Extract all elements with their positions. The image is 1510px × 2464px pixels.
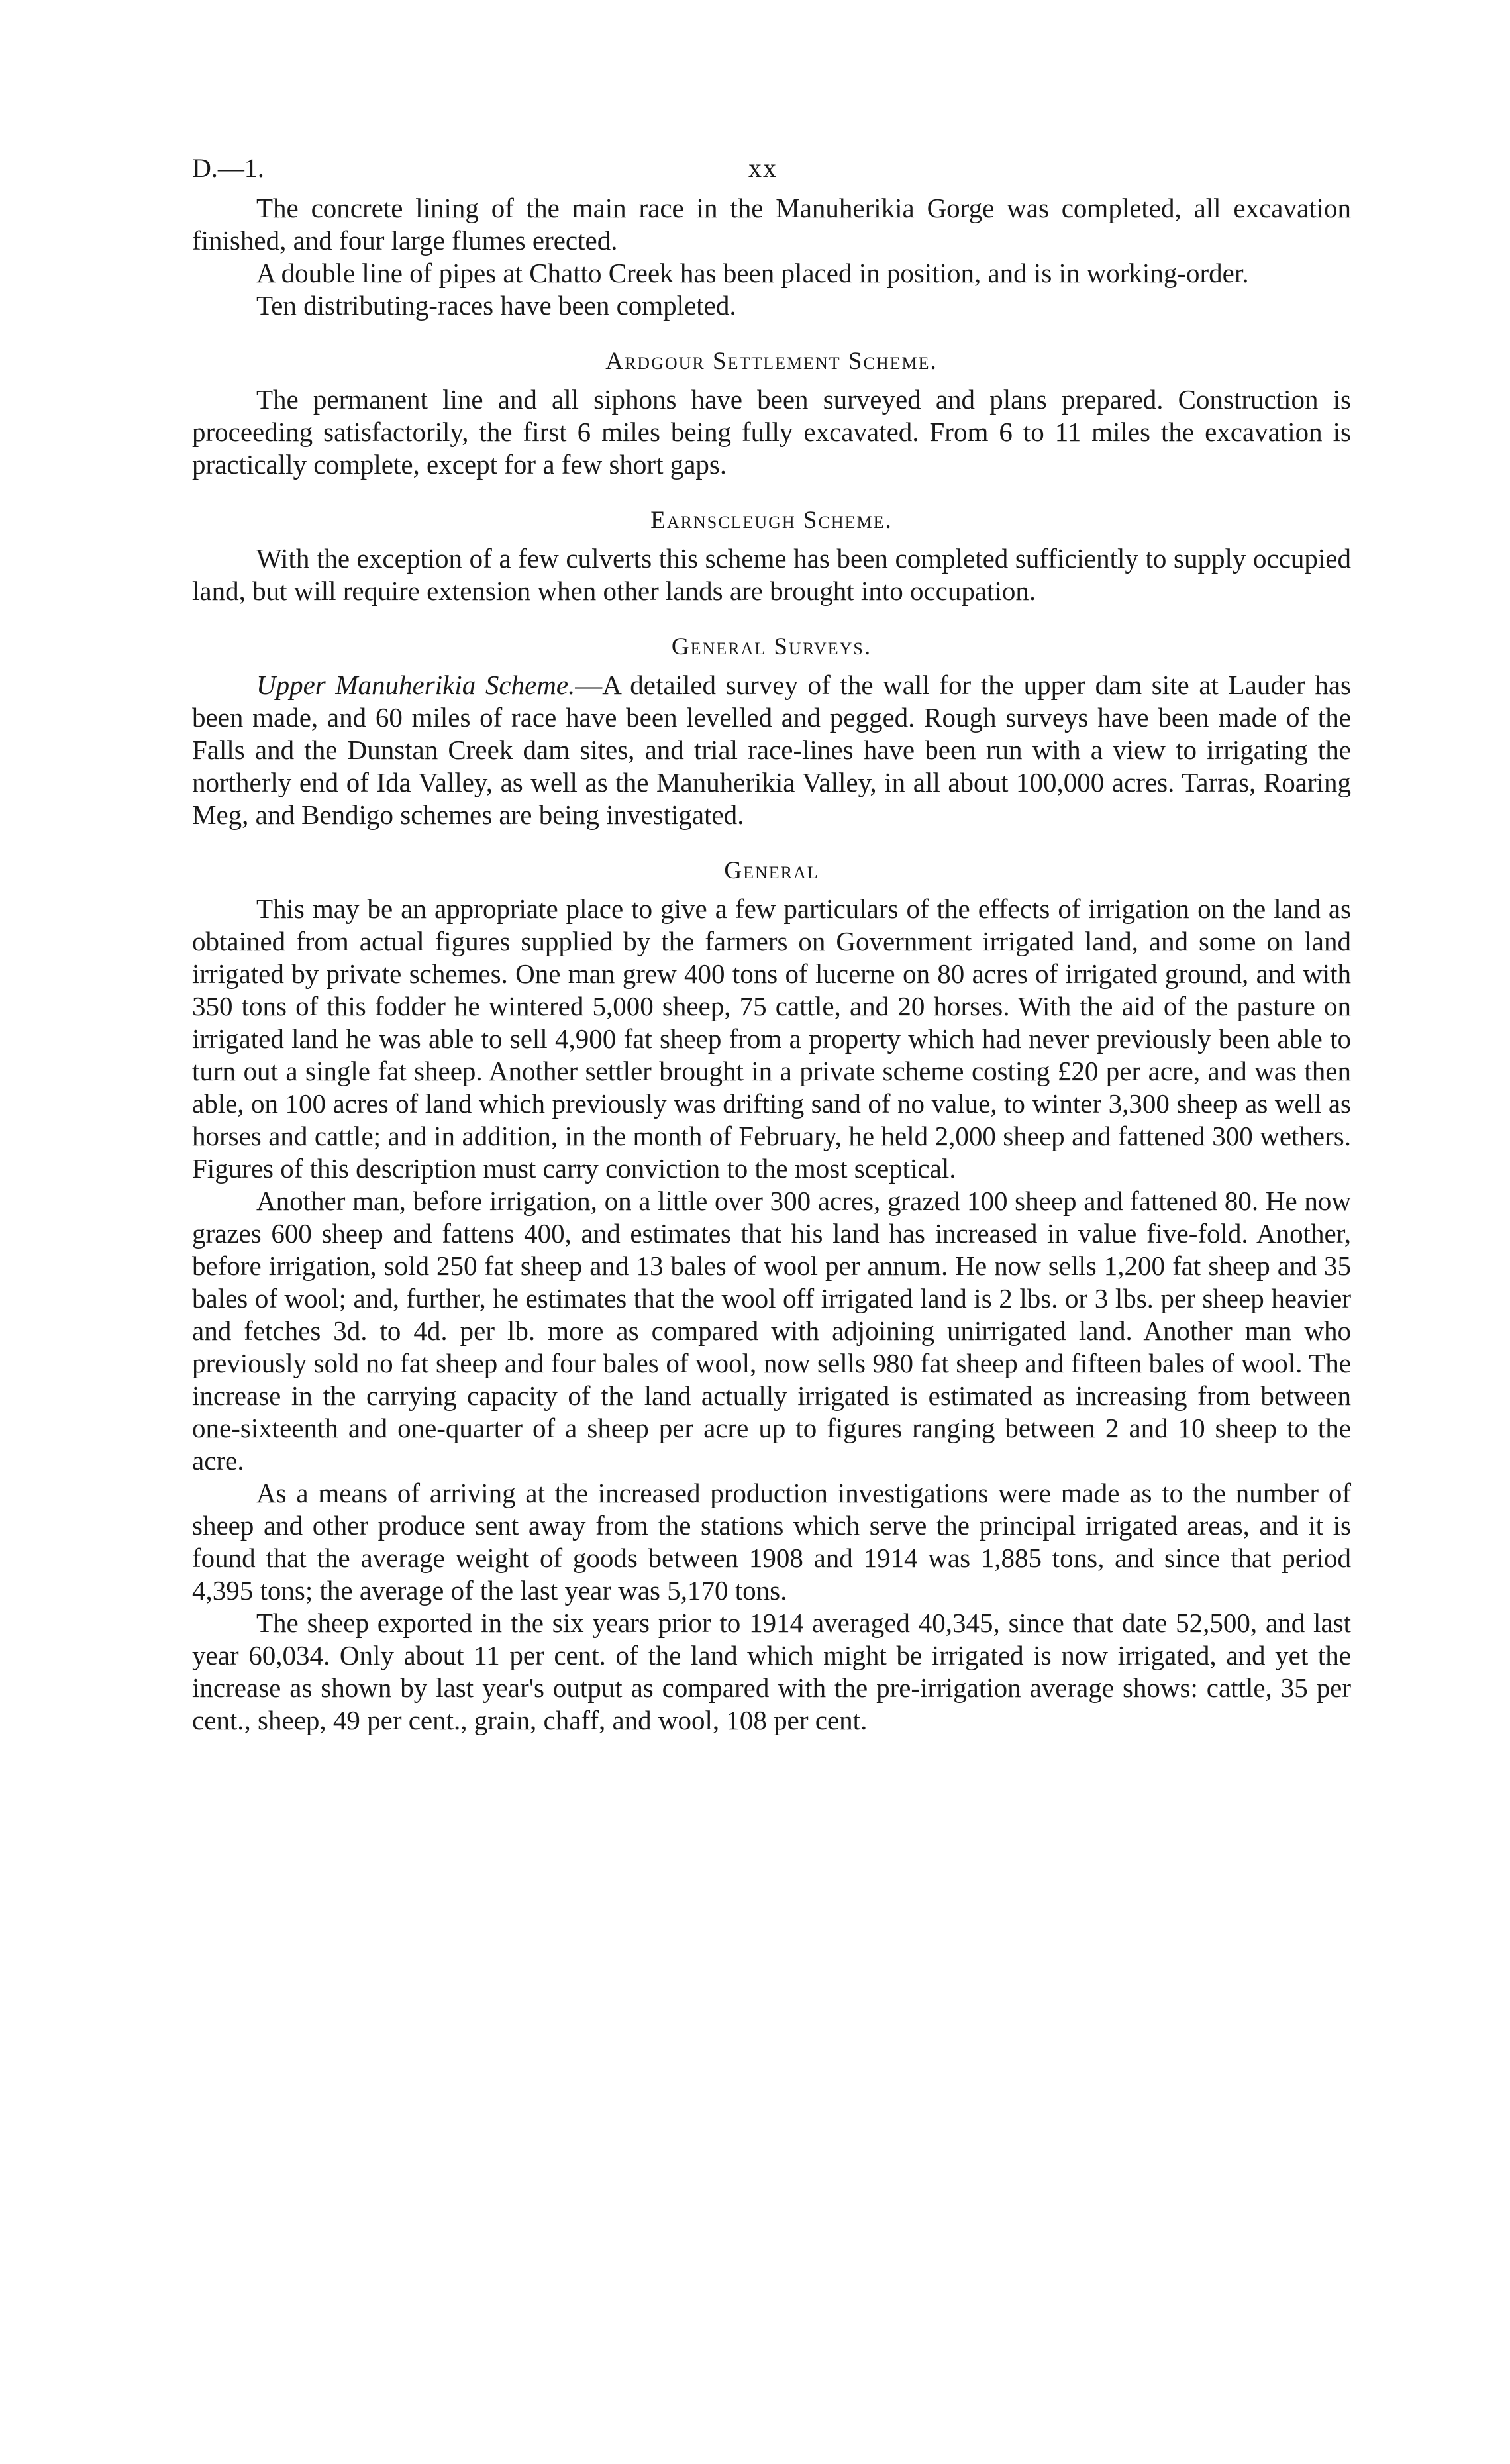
general-section <box>192 856 1351 1737</box>
general-heading: General <box>724 857 819 884</box>
document-reference: D.—1. <box>192 153 264 183</box>
intro-paragraph-2: A double line of pipes at Chatto Creek has been placed in position, and is in working-order. <box>256 258 1249 288</box>
general-paragraph-4: The sheep exported in the six years prior to 1914 averaged 40,345, since that date 52,500, and last year 60,034. Only about 11 per cent. of the land which might be irrigated is now irrigated, and yet the increase as shown by last year's output as compared with the pre-irrigation average shows: cattle, 35 per cent., sheep, 49 per cent., grain, chaff, and wool, 108 per cent. <box>192 1608 1351 1735</box>
general-surveys-text: —A detailed survey of the wall for the upper dam site at Lauder has been made, and 60 miles of race have been levelled and pegged. Rough surveys have been made of the Falls and the Dunstan Creek dam sites, and trial race-lines have been run with a view to irrigating the northerly end of Ida Valley, as well as the Manuherikia Valley, in all about 100,000 acres. Tarras, Roaring Meg, and Bendigo schemes are being investigated. <box>192 670 1351 830</box>
general-paragraph-1: This may be an appropriate place to give a few particulars of the effects of irrigation on the land as obtained from actual figures supplied by the farmers on Government irrigated land, and some on land irrigated by private schemes. One man grew 400 tons of lucerne on 80 acres of irrigated ground, and with 350 tons of this fodder he wintered 5,000 sheep, 75 cattle, and 20 horses. With the aid of the pasture on irrigated land he was able to sell 4,900 fat sheep from a property which had never previously been able to turn out a single fat sheep. Another settler brought in a private scheme costing £20 per acre, and was then able, on 100 acres of land which previously was drifting sand of no value, to winter 3,300 sheep as well as horses and cattle; and in addition, in the month of February, he held 2,000 sheep and fattened 300 wethers. Figures of this description must carry conviction to the most sceptical. <box>192 894 1351 1184</box>
general-surveys-heading: General Surveys. <box>671 633 872 660</box>
general-surveys-section <box>192 633 1351 831</box>
earnscleugh-section <box>192 506 1351 607</box>
general-paragraph-3: As a means of arriving at the increased production investigations were made as to the number of sheep and other produce sent away from the stations which serve the principal irrigated areas, and it is found that the average weight of goods between 1908 and 1914 was 1,885 tons, and since that period 4,395 tons; the average of the last year was 5,170 tons. <box>192 1478 1351 1606</box>
upper-manuherikia-subhead: Upper Manuherikia Scheme. <box>256 670 576 700</box>
ardgour-heading: Ardgour Settlement Scheme. <box>605 348 938 375</box>
general-paragraph-2: Another man, before irrigation, on a little over 300 acres, grazed 100 sheep and fattened 80. He now grazes 600 sheep and fattens 400, and estimates that his land has increased in value five-fold. Another, before irrigation, sold 250 fat sheep and 13 bales of wool per annum. He now sells 1,200 fat sheep and 35 bales of wool; and, further, he estimates that the wool off irrigated land is 2 lbs. or 3 lbs. per sheep heavier and fetches 3d. to 4d. per lb. more as compared with adjoining unirrigated land. Another man who previously sold no fat sheep and four bales of wool, now sells 980 fat sheep and fifteen bales of wool. The increase in the carrying capacity of the land actually irrigated is estimated as increasing from between one-sixteenth and one-quarter of a sheep per acre up to figures ranging between 2 and 10 sheep to the acre. <box>192 1186 1351 1476</box>
document-page <box>192 152 1351 1737</box>
intro-paragraph-1: The concrete lining of the main race in the Manuherikia Gorge was completed, all excavation finished, and four large flumes erected. <box>192 193 1351 256</box>
intro-section <box>192 192 1351 322</box>
earnscleugh-paragraph: With the exception of a few culverts this scheme has been completed sufficiently to supply occupied land, but will require extension when other lands are brought into occupation. <box>192 543 1351 606</box>
page-number: xx <box>748 153 778 183</box>
ardgour-paragraph: The permanent line and all siphons have been surveyed and plans prepared. Construction is proceeding satisfactorily, the first 6 miles being fully excavated. From 6 to 11 miles the excavation is practically complete, except for a few short gaps. <box>192 384 1351 480</box>
ardgour-section <box>192 347 1351 481</box>
page-header <box>192 152 1351 192</box>
intro-paragraph-3: Ten distributing-races have been completed. <box>256 290 736 321</box>
general-surveys-paragraph <box>192 669 1351 831</box>
earnscleugh-heading: Earnscleugh Scheme. <box>650 507 893 534</box>
